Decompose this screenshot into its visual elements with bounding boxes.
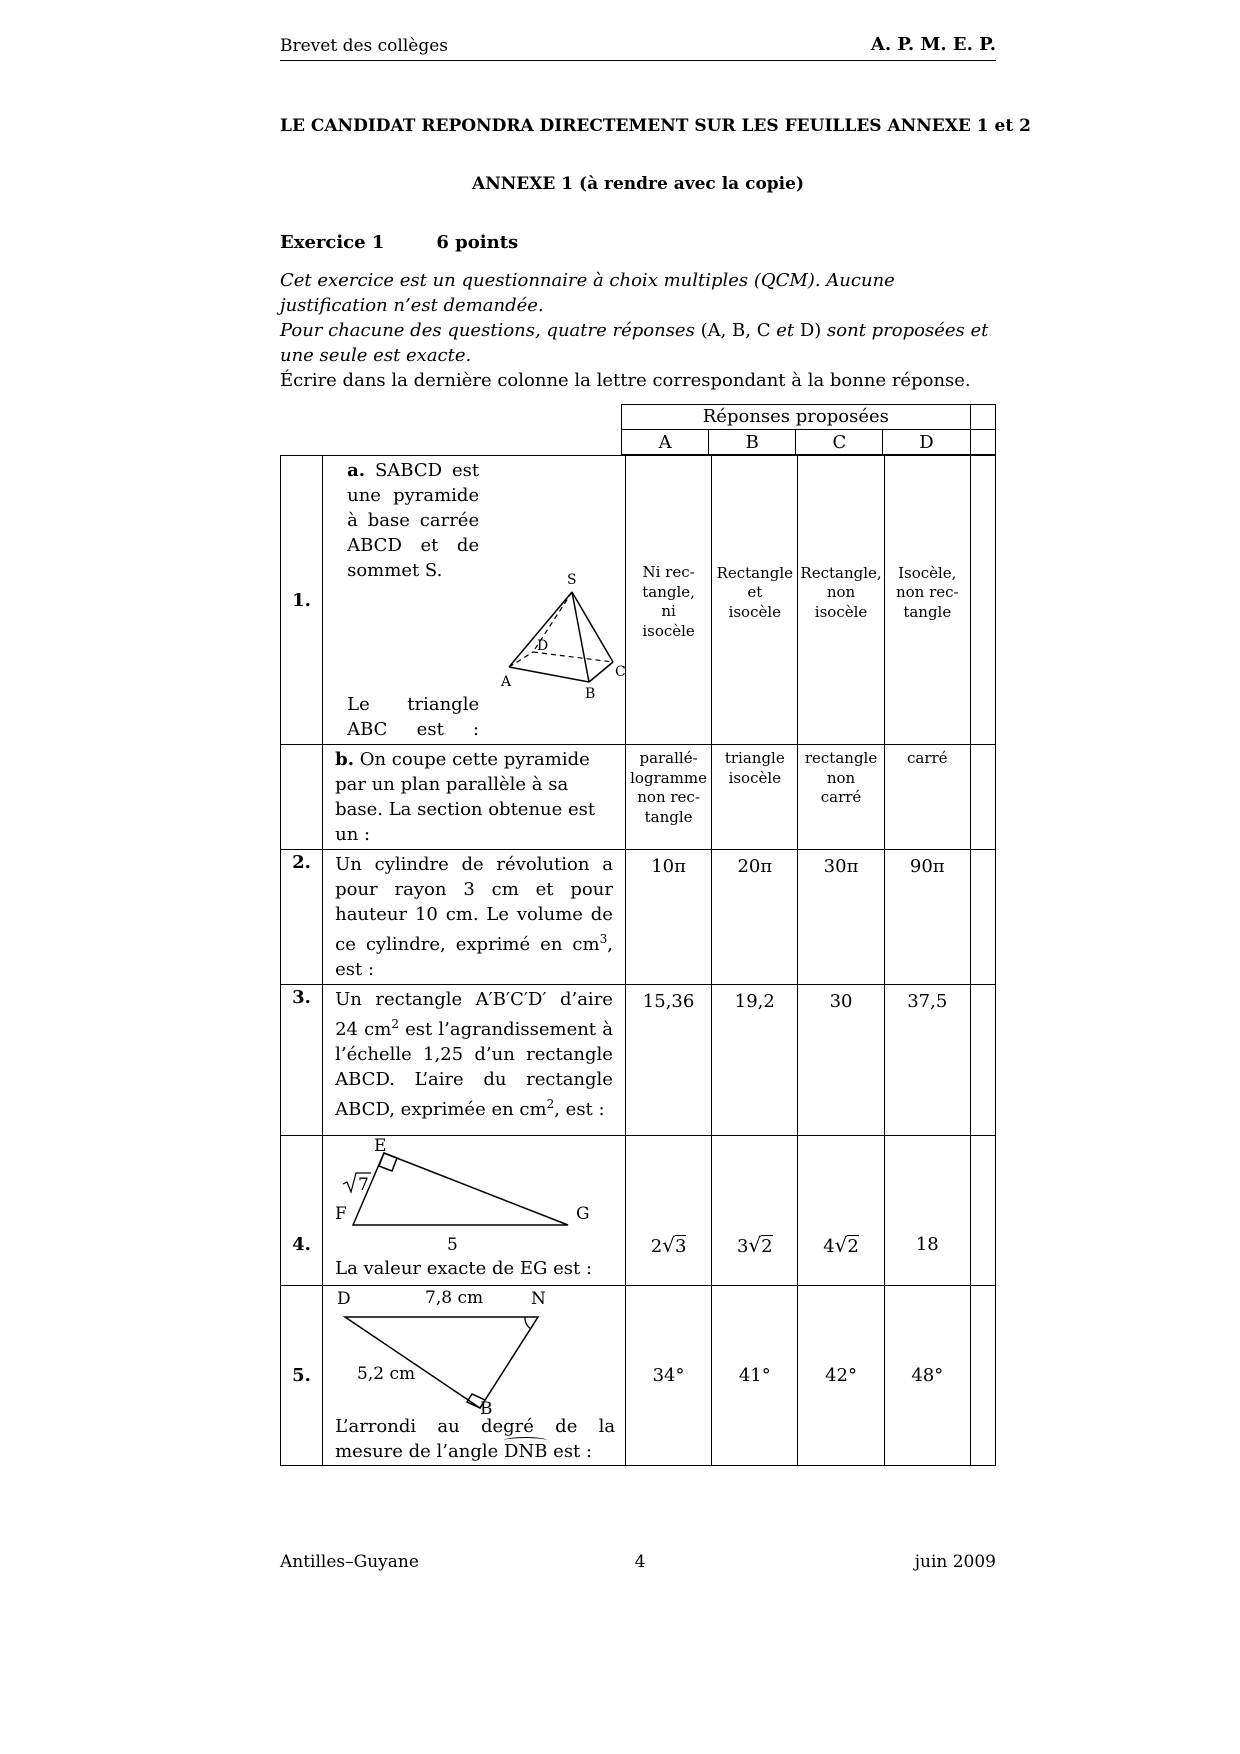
question-3 [323, 985, 626, 1136]
pyramid-label-s: S [567, 572, 577, 588]
q2-answer-a: 10π [625, 850, 711, 985]
q5-answer-c: 42° [798, 1286, 884, 1466]
q4-answer-a [625, 1136, 711, 1286]
triangle-label-g: G [576, 1204, 590, 1224]
q1a-d-line: Isocèle, [898, 563, 957, 582]
q1a-a-line: Ni rec- [642, 563, 695, 581]
q1a-answer-b [712, 456, 798, 745]
q1b-a-line: tangle [644, 807, 693, 826]
q1b-c-line: rectangle [804, 749, 878, 767]
question-1b-number [281, 745, 323, 850]
question-1b [323, 745, 626, 850]
intro-2a: Pour chacune des questions, quatre réponses [280, 320, 695, 341]
question-4-text: La valeur exacte de EG est : [335, 1258, 593, 1279]
q2-answer-d: 90π [884, 850, 970, 985]
question-1b-body: On coupe cette pyramide par un plan parallèle à sa base. La section obtenue est un : [335, 749, 596, 845]
triangle-dnb [345, 1317, 538, 1408]
q4-answer-d: 18 [884, 1136, 970, 1286]
pyramid-hidden-edge [509, 652, 533, 667]
question-4-row [281, 1136, 996, 1286]
instruction: LE CANDIDAT REPONDRA DIRECTEMENT SUR LES FEUILLES ANNEXE 1 et 2 [280, 116, 1031, 136]
question-5-body: L’arrondi au degré de la mesure de l’angle [335, 1416, 616, 1462]
q4-answer-c [798, 1136, 884, 1286]
q4-a-radicand: 3 [674, 1236, 687, 1257]
pyramid-edge [509, 667, 589, 682]
question-2-number: 2. [281, 850, 323, 985]
header-rule [280, 60, 996, 61]
q1b-answer-box[interactable] [970, 745, 995, 850]
question-1a-label: a. [347, 460, 366, 481]
q1a-answer-box[interactable] [970, 456, 995, 745]
triangle-label-f: F [335, 1204, 347, 1224]
col-header-a: A [622, 430, 709, 455]
question-2-tail: , est : [335, 934, 613, 980]
question-1b-row [281, 745, 996, 850]
intro-2d: D) [799, 320, 822, 341]
q1b-b-line: triangle [724, 749, 785, 767]
q1a-b-line: isocèle [728, 602, 782, 621]
triangle-label-dn: 7,8 cm [425, 1288, 484, 1308]
exercise-intro [280, 268, 996, 393]
pyramid-label-d: D [537, 638, 549, 654]
question-5 [323, 1286, 626, 1466]
q5-answer-box[interactable] [970, 1286, 995, 1466]
q1a-answer-a [625, 456, 711, 745]
exercise-number: Exercice 1 [280, 232, 385, 253]
question-2-exponent: 3 [599, 932, 608, 946]
triangle-efg [353, 1153, 568, 1225]
question-3-body-2: est l’agrandissement à l’échelle 1,25 d’un rectangle ABCD. L’aire du rectangle ABCD, exprimée en cm [335, 1019, 613, 1120]
q4-c-radicand: 2 [847, 1236, 859, 1257]
q1b-b-line: isocèle [728, 768, 782, 787]
page-number: 4 [634, 1552, 646, 1572]
pyramid-label-b: B [585, 686, 596, 702]
q4-answer-b [712, 1136, 798, 1286]
angle-dnb [504, 1439, 547, 1464]
q1a-a-line: isocèle [642, 621, 695, 640]
question-2-row [281, 850, 996, 985]
q1a-b-line: et [747, 583, 763, 602]
col-header-c: C [796, 430, 883, 455]
pyramid-label-c: C [615, 664, 626, 680]
q1a-b-line: Rectangle [716, 563, 794, 582]
question-2-body: Un cylindre de révolution a pour rayon 3 cm et pour hauteur 10 cm. Le volume de ce cylindre, exprimé en cm [335, 854, 613, 955]
question-5-row [281, 1286, 996, 1466]
q1a-d-line: non rec- [895, 583, 959, 602]
q1a-a-line: ni [661, 602, 676, 620]
answers-group-header: Réponses proposées [622, 405, 971, 430]
q1a-answer-c [798, 456, 884, 745]
col-header-d: D [883, 430, 970, 455]
question-4-number: 4. [281, 1136, 323, 1286]
pyramid-figure [499, 572, 629, 722]
q3-answer-b: 19,2 [712, 985, 798, 1136]
intro-2b: (A, B, C [700, 320, 771, 341]
q4-b-coef: 3 [736, 1236, 749, 1257]
question-1a-text [347, 458, 479, 583]
question-5-number: 5. [281, 1286, 323, 1466]
q1b-d-line: carré [906, 749, 948, 767]
question-5-tail: est : [553, 1441, 593, 1462]
footer-left: Antilles–Guyane [280, 1552, 419, 1572]
q3-answer-a: 15,36 [625, 985, 711, 1136]
answers-header [621, 404, 993, 455]
annexe-title: ANNEXE 1 (à rendre avec la copie) [472, 174, 804, 194]
intro-2c: et [776, 320, 795, 341]
angle-hat-icon [504, 1437, 547, 1444]
question-1a-row [281, 456, 996, 745]
q3-answer-d: 37,5 [884, 985, 970, 1136]
q4-a-coef: 2 [650, 1236, 663, 1257]
q1a-a-line: tangle, [642, 582, 695, 601]
qcm-table [280, 455, 996, 1466]
sqrt-icon: √ [834, 1233, 848, 1257]
q1a-d-line: tangle [903, 602, 952, 621]
triangle-label-b: B [480, 1399, 493, 1416]
q5-answer-b: 41° [712, 1286, 798, 1466]
header-left: Brevet des collèges [280, 36, 449, 56]
triangle-dnb-figure [323, 1286, 623, 1416]
question-3-row [281, 985, 996, 1136]
q1b-a-line: logramme [630, 768, 707, 787]
q4-b-radicand: 2 [761, 1236, 773, 1257]
q2-answer-c: 30π [798, 850, 884, 985]
q1b-answer-c [798, 745, 884, 850]
question-1a-body: SABCD est une pyramide à base carrée ABCD et de sommet S. [347, 460, 480, 581]
q1b-a-line: non rec- [637, 788, 700, 806]
sqrt-icon: √ [662, 1233, 675, 1257]
question-5-text [335, 1414, 615, 1464]
question-1a [323, 456, 626, 745]
header-right: A. P. M. E. P. [870, 34, 996, 55]
exercise-points: 6 points [436, 232, 519, 253]
exercise-title [280, 232, 570, 253]
q4-answer-box[interactable] [970, 1136, 995, 1286]
q1b-c-line: non [826, 768, 856, 787]
q3-answer-c: 30 [798, 985, 884, 1136]
intro-line-3: Écrire dans la dernière colonne la lettre correspondant à la bonne réponse. [280, 370, 971, 391]
q1a-c-line: non [826, 583, 856, 602]
q1a-c-line: Rectangle, [800, 563, 882, 582]
q4-c-coef: 4 [823, 1236, 835, 1257]
question-1b-label: b. [335, 749, 354, 770]
col-header-b: B [709, 430, 796, 455]
triangle-label-base: 5 [447, 1235, 458, 1255]
triangle-label-db: 5,2 cm [357, 1364, 416, 1384]
q3-answer-box[interactable] [970, 985, 995, 1136]
question-3-number: 3. [281, 985, 323, 1136]
pyramid-edge [589, 662, 613, 682]
triangle-efg-figure [323, 1136, 623, 1256]
q5-answer-a: 34° [625, 1286, 711, 1466]
pyramid-label-a: A [501, 674, 512, 690]
angle-arc-mark [525, 1317, 531, 1329]
question-3-tail: , est : [554, 1099, 605, 1120]
question-3-exponent-2: 2 [546, 1097, 555, 1111]
triangle-label-n: N [531, 1289, 546, 1309]
q1b-a-line: parallé- [639, 749, 698, 767]
header-blank-bottom [970, 430, 995, 455]
q1b-answer-b [712, 745, 798, 850]
q1b-c-line: carré [820, 788, 862, 806]
question-3-exponent-1: 2 [391, 1017, 399, 1031]
q2-answer-b: 20π [712, 850, 798, 985]
triangle-label-d: D [337, 1289, 351, 1309]
q1b-answer-a [625, 745, 711, 850]
q1b-answer-d [884, 745, 970, 850]
question-3-body-1: Un rectangle A′B′C′D′ d’aire 24 cm [335, 989, 613, 1040]
q1a-c-line: isocèle [814, 602, 868, 621]
question-4 [323, 1136, 626, 1286]
question-1-number: 1. [281, 456, 323, 745]
footer-right: juin 2009 [914, 1552, 996, 1572]
question-1a-tail: Le triangle ABC est : [347, 694, 480, 740]
angle-dnb-text: DNB [504, 1441, 548, 1462]
intro-line-1: Cet exercice est un questionnaire à choix multiples (QCM). Aucune justification n’est demandée. [280, 270, 895, 316]
question-2 [323, 850, 626, 985]
sqrt-icon: √ [748, 1233, 762, 1257]
triangle-label-e: E [374, 1136, 387, 1156]
header-blank-top [970, 405, 995, 430]
q5-answer-d: 48° [884, 1286, 970, 1466]
intro-line-2 [280, 318, 996, 368]
q1a-answer-d [884, 456, 970, 745]
triangle-label-sqrt7: 7 [358, 1175, 369, 1195]
q2-answer-box[interactable] [970, 850, 995, 985]
intro-2e: sont proposées et une seule est exacte. [280, 320, 989, 366]
